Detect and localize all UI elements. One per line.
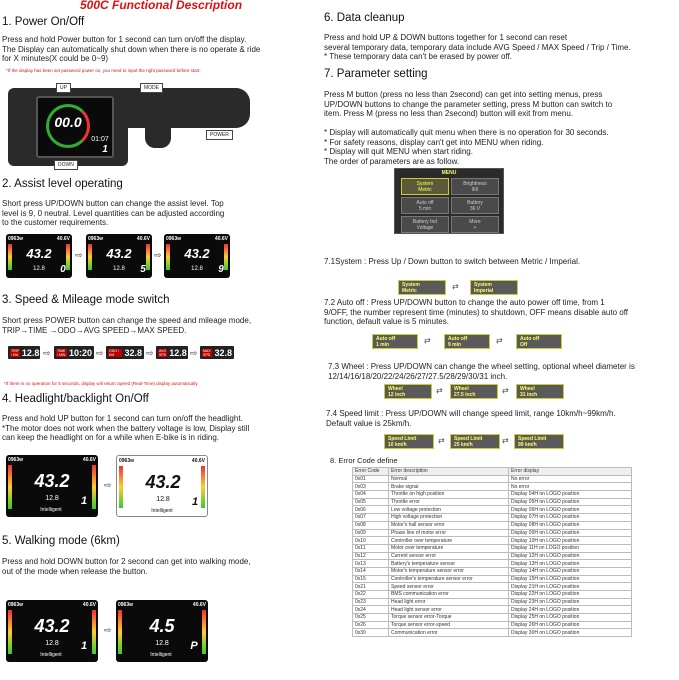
menu-battery-ind: Battery Ind Voltage — [401, 216, 449, 233]
table-row — [353, 606, 632, 614]
error-description: Head light sensor error — [389, 606, 509, 614]
error-description: Communication error — [389, 629, 509, 637]
error-description: High voltage protection — [389, 514, 509, 522]
error-code: 0x07 — [353, 514, 389, 522]
error-code-table — [352, 467, 632, 637]
error-description: BMS communication error — [389, 591, 509, 599]
error-display: Display 13H on LOGO position — [509, 560, 632, 568]
s4-heading: 4. Headlight/backlight On/Off — [2, 393, 149, 405]
error-display: Display 09H on LOGO position — [509, 529, 632, 537]
p74-99: Speed Limit 99 km/h — [514, 434, 564, 449]
error-display: Display 25H on LOGO position — [509, 614, 632, 622]
assist-screen-9: 0963w 40.6V 43.2 12.8 9 — [164, 234, 230, 278]
table-row — [353, 552, 632, 560]
table-row — [353, 544, 632, 552]
p73-12: Wheel 12 inch — [384, 384, 432, 399]
error-code: 0x12 — [353, 552, 389, 560]
device-level: 1 — [102, 144, 108, 155]
error-description: Brake signal — [389, 483, 509, 491]
s7-body: Press M button (press no less than 2second) can get into setting menus, press UP/DOWN buttons to change the parameter setting, press M button can switch to item. Press M (press no less than 2second) button will exit from menu. — [324, 90, 613, 118]
s7-notes: * Display will automatically quit menu when there is no operation for 30 seconds. * For safety reasons, display can't get into MENU when riding. * Display will quit MENU when start riding. The order of parameters are as follow. — [324, 128, 609, 166]
error-display: Display 08H on LOGO position — [509, 521, 632, 529]
error-display: No error — [509, 475, 632, 483]
error-display: Display 24H on LOGO position — [509, 606, 632, 614]
page-title: 500C Functional Description — [80, 0, 243, 12]
error-display: Display 07H on LOGO position — [509, 514, 632, 522]
error-description: Head light error — [389, 598, 509, 606]
p74-text: 7.4 Speed limit : Press UP/DOWN will change speed limit, range 10km/h~99km/h. Default value is 25km/h. — [326, 409, 616, 428]
error-description: Battery's temperature sensor — [389, 560, 509, 568]
s3-body: Short press POWER button can change the speed and mileage mode, TRIP→TIME →ODO→AVG SPEED→MAX SPEED. — [2, 316, 252, 335]
table-row — [353, 598, 632, 606]
headlight-screen-off: 0963w 40.6V 43.2 12.8 Intelligent 1 — [6, 455, 98, 517]
assist-screen-5: 0963w 40.6V 43.2 12.8 5 — [86, 234, 152, 278]
error-description: Normal — [389, 475, 509, 483]
menu-system: System Metric — [401, 178, 449, 195]
p71-imperial: System Imperial — [470, 280, 518, 295]
error-display: Display 04H on LOGO position — [509, 491, 632, 499]
error-code: 0x15 — [353, 575, 389, 583]
error-description: Current sensor error — [389, 552, 509, 560]
table-row — [353, 537, 632, 545]
p71-text: 7.1System : Press Up / Down button to switch between Metric / Imperial. — [324, 257, 581, 266]
power-label: POWER — [206, 130, 233, 140]
mode-time: TIME / MIN 10:20 — [54, 346, 94, 359]
menu-auto-off: Auto off 5 min — [401, 197, 449, 214]
error-description: Motor's temperature sensor error — [389, 567, 509, 575]
error-code: 0x03 — [353, 483, 389, 491]
error-code: 0x22 — [353, 591, 389, 599]
device-speed: 00.0 — [54, 114, 82, 130]
s6-heading: 6. Data cleanup — [324, 12, 405, 24]
mode-label: MODE — [140, 83, 163, 93]
error-display: Display 05H on LOGO position — [509, 498, 632, 506]
error-code: 0x13 — [353, 560, 389, 568]
mode-avg: AVG SPD 12.8 — [156, 346, 188, 359]
error-description: Torque sensor error-Torque — [389, 614, 509, 622]
error-code: 0x14 — [353, 567, 389, 575]
walk-screen-walking: 0963w 40.6V 4.5 12.8 Intelligent P — [116, 600, 208, 662]
device-time: 01:07 — [91, 136, 109, 143]
error-description: Low voltage protection — [389, 506, 509, 514]
p74-25: Speed Limit 25 km/h — [450, 434, 500, 449]
error-code: 0x26 — [353, 621, 389, 629]
down-label: DOWN — [54, 160, 78, 170]
error-display: Display 23H on LOGO position — [509, 598, 632, 606]
error-code: 0x21 — [353, 583, 389, 591]
col-error-code: Error Code — [353, 468, 389, 476]
table-row — [353, 621, 632, 629]
mount-clamp — [145, 118, 171, 148]
p74-10: Speed Limit 10 km/h — [384, 434, 434, 449]
menu-battery: Battery 36 V — [451, 197, 499, 214]
device-screen — [36, 96, 114, 158]
table-row — [353, 514, 632, 522]
error-description: Controller over temperature — [389, 537, 509, 545]
s5-heading: 5. Walking mode (6km) — [2, 535, 120, 547]
table-row — [353, 575, 632, 583]
s3-note: *If there is no operation for 5 seconds, display will return Speed (Real-Time) display automatically. — [4, 381, 199, 386]
s4-body: Press and hold UP button for 1 second can turn on/off the headlight. *The motor does not work when the battery voltage is low, Display still can keep the headlight on for a while when E-bike is in riding. — [2, 414, 250, 442]
mode-trip: TRIP / KM 12.8 — [8, 346, 40, 359]
col-error-display: Error display — [509, 468, 632, 476]
error-code: 0x01 — [353, 475, 389, 483]
error-display: Display 22H on LOGO position — [509, 591, 632, 599]
error-description: Motor over temperature — [389, 544, 509, 552]
error-display: No error — [509, 483, 632, 491]
error-display: Display 26H on LOGO position — [509, 621, 632, 629]
error-display: Display 10H on LOGO position — [509, 537, 632, 545]
table-row — [353, 614, 632, 622]
s2-heading: 2. Assist level operating — [2, 178, 123, 190]
error-code: 0x30 — [353, 629, 389, 637]
error-description: Torque sensor error-speed — [389, 621, 509, 629]
table-row — [353, 629, 632, 637]
error-description: Speed sensor error — [389, 583, 509, 591]
p72-text: 7.2 Auto off : Press UP/DOWN button to change the auto power off time, from 1 9/OFF, the number represent time (minutes) to shutdown, OFF means disable auto off function, default value is 5 minutes. — [324, 298, 628, 326]
error-code: 0x08 — [353, 521, 389, 529]
error-code: 0x04 — [353, 491, 389, 499]
table-row — [353, 491, 632, 499]
p73-31: Wheel 31 inch — [516, 384, 564, 399]
table-row — [353, 506, 632, 514]
error-code: 0x25 — [353, 614, 389, 622]
walk-screen-normal: 0963w 40.6V 43.2 12.8 Intelligent 1 — [6, 600, 98, 662]
error-code: 0x24 — [353, 606, 389, 614]
error-description: Controller's temperature sensor error — [389, 575, 509, 583]
p72-off: Auto off Off — [516, 334, 562, 349]
error-description: Motor's hall sensor error — [389, 521, 509, 529]
error-description: Throttle error — [389, 498, 509, 506]
error-description: Throttle on high position — [389, 491, 509, 499]
error-display: Display 11H on LOGO position — [509, 544, 632, 552]
table-row — [353, 475, 632, 483]
s8-heading: 8. Error Code define — [330, 456, 398, 465]
up-label: UP — [56, 83, 71, 93]
error-display: Display 21H on LOGO position — [509, 583, 632, 591]
s1-heading: 1. Power On/Off — [2, 16, 85, 28]
headlight-screen-on: 0963w 40.6V 43.2 12.8 Intelligent 1 — [116, 455, 208, 517]
error-code: 0x06 — [353, 506, 389, 514]
p72-1min: Auto off 1 min — [372, 334, 418, 349]
error-code: 0x23 — [353, 598, 389, 606]
error-display: Display 12H on LOGO position — [509, 552, 632, 560]
p71-metric: System Metric — [398, 280, 446, 295]
s7-heading: 7. Parameter setting — [324, 68, 428, 80]
s3-heading: 3. Speed & Mileage mode switch — [2, 294, 170, 306]
menu-title: MENU — [441, 170, 457, 176]
table-row — [353, 529, 632, 537]
table-row — [353, 521, 632, 529]
table-row — [353, 498, 632, 506]
error-code: 0x10 — [353, 537, 389, 545]
error-code: 0x11 — [353, 544, 389, 552]
s5-body: Press and hold DOWN button for 2 second can get into walking mode, out of the mode when release the button. — [2, 557, 251, 576]
error-display: Display 30H on LOGO position — [509, 629, 632, 637]
table-row — [353, 583, 632, 591]
error-code: 0x09 — [353, 529, 389, 537]
table-row — [353, 567, 632, 575]
menu-brightness: Brightness IIIII — [451, 178, 499, 195]
s2-body: Short press UP/DOWN button can change the assist level. Top level is 9, 0 neutral. Level quantities can be adjusted according to the customer requirements. — [2, 199, 225, 227]
p73-27: Wheel 27.5 inch — [450, 384, 498, 399]
error-description: Phase line of motor error — [389, 529, 509, 537]
error-display: Display 14H on LOGO position — [509, 567, 632, 575]
error-code: 0x05 — [353, 498, 389, 506]
s6-body: Press and hold UP & DOWN buttons together for 1 second can reset several temporary data, temporary data include AVG Speed / MAX Speed / Trip / Time. * These temporary data can't be erased by power off. — [324, 33, 631, 61]
p72-9min: Auto off 9 min — [444, 334, 490, 349]
s1-body: Press and hold Power button for 1 second can turn on/off the display. The Display can automatically shut down when there is no operate & ride for X minutes(X could be 0~9) — [2, 35, 261, 63]
settings-menu — [394, 168, 504, 234]
table-row — [353, 483, 632, 491]
error-display: Display 06H on LOGO position — [509, 506, 632, 514]
mode-odo: ODO / KM 32.8 — [106, 346, 144, 359]
menu-more: More > — [451, 216, 499, 233]
s1-note: *If the display has been set password power on, you need to input the right password before start. — [6, 68, 201, 73]
table-row — [353, 560, 632, 568]
table-row — [353, 591, 632, 599]
p73-text: 7.3 Wheel : Press UP/DOWN can change the wheel setting, optional wheel diameter is 12/14/16/18/20/22/24/26/27/27.5/28/29/30/31 inch. — [328, 362, 635, 381]
col-error-description: Error description — [389, 468, 509, 476]
error-display: Display 15H on LOGO position — [509, 575, 632, 583]
handlebar-control — [120, 88, 250, 128]
mode-max: MAX SPD 32.8 — [200, 346, 234, 359]
display-device — [8, 88, 128, 166]
assist-screen-0: 0963w 40.6V 43.2 12.8 0 — [6, 234, 72, 278]
